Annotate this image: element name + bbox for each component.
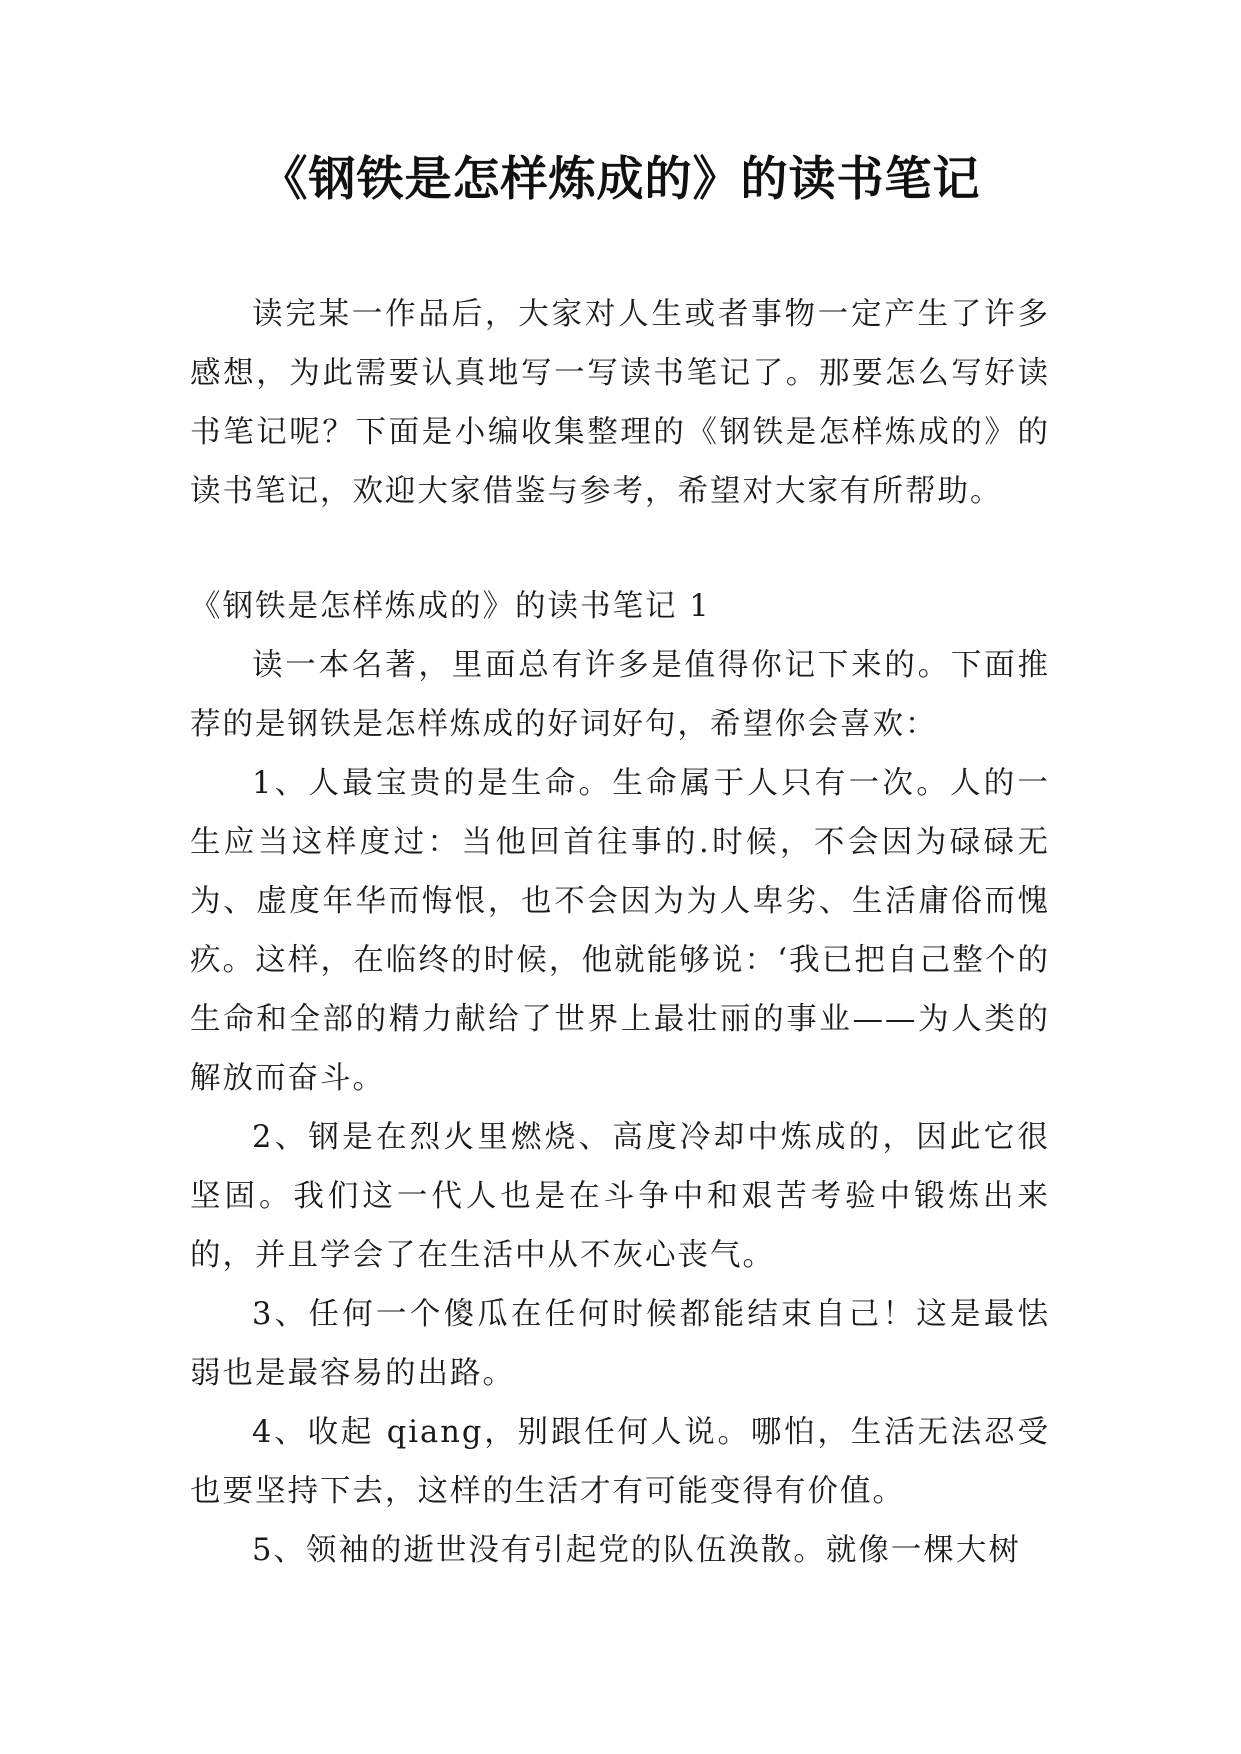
note-section — [190, 577, 1050, 1580]
body-paragraph: 读一本名著，里面总有许多是值得你记下来的。下面推荐的是钢铁是怎样炼成的好词好句，希望你会喜欢： — [190, 648, 1050, 742]
intro-block — [190, 285, 1050, 521]
document-title: 《钢铁是怎样炼成的》的读书笔记 — [260, 152, 981, 207]
quote-paragraph-1: 1、人最宝贵的是生命。生命属于人只有一次。人的一生应当这样度过：当他回首往事的.时候，不会因为碌碌无为、虚度年华而悔恨，也不会因为为人卑劣、生活庸俗而愧疚。这样，在临终的时候，他就能够说：‘我已把自己整个的生命和全部的精力献给了世界上最壮丽的事业——为人类的解放而奋斗。 — [190, 766, 1050, 1096]
section-heading: 《钢铁是怎样炼成的》的读书笔记 1 — [190, 589, 711, 624]
quote-paragraph-2: 2、钢是在烈火里燃烧、高度冷却中炼成的，因此它很坚固。我们这一代人也是在斗争中和艰苦考验中锻炼出来的，并且学会了在生活中从不灰心丧气。 — [190, 1120, 1050, 1273]
quote-paragraph-5: 5、领袖的逝世没有引起党的队伍涣散。就像一棵大树 — [252, 1533, 1021, 1568]
quote-paragraph-3: 3、任何一个傻瓜在任何时候都能结束自己！这是最怯弱也是最容易的出路。 — [190, 1297, 1050, 1391]
intro-paragraph: 读完某一作品后，大家对人生或者事物一定产生了许多感想，为此需要认真地写一写读书笔记了。那要怎么写好读书笔记呢？下面是小编收集整理的《钢铁是怎样炼成的》的读书笔记，欢迎大家借鉴与参考，希望对大家有所帮助。 — [190, 297, 1050, 509]
quote-paragraph-4: 4、收起 qiang，别跟任何人说。哪怕，生活无法忍受也要坚持下去，这样的生活才有可能变得有价值。 — [190, 1415, 1050, 1509]
